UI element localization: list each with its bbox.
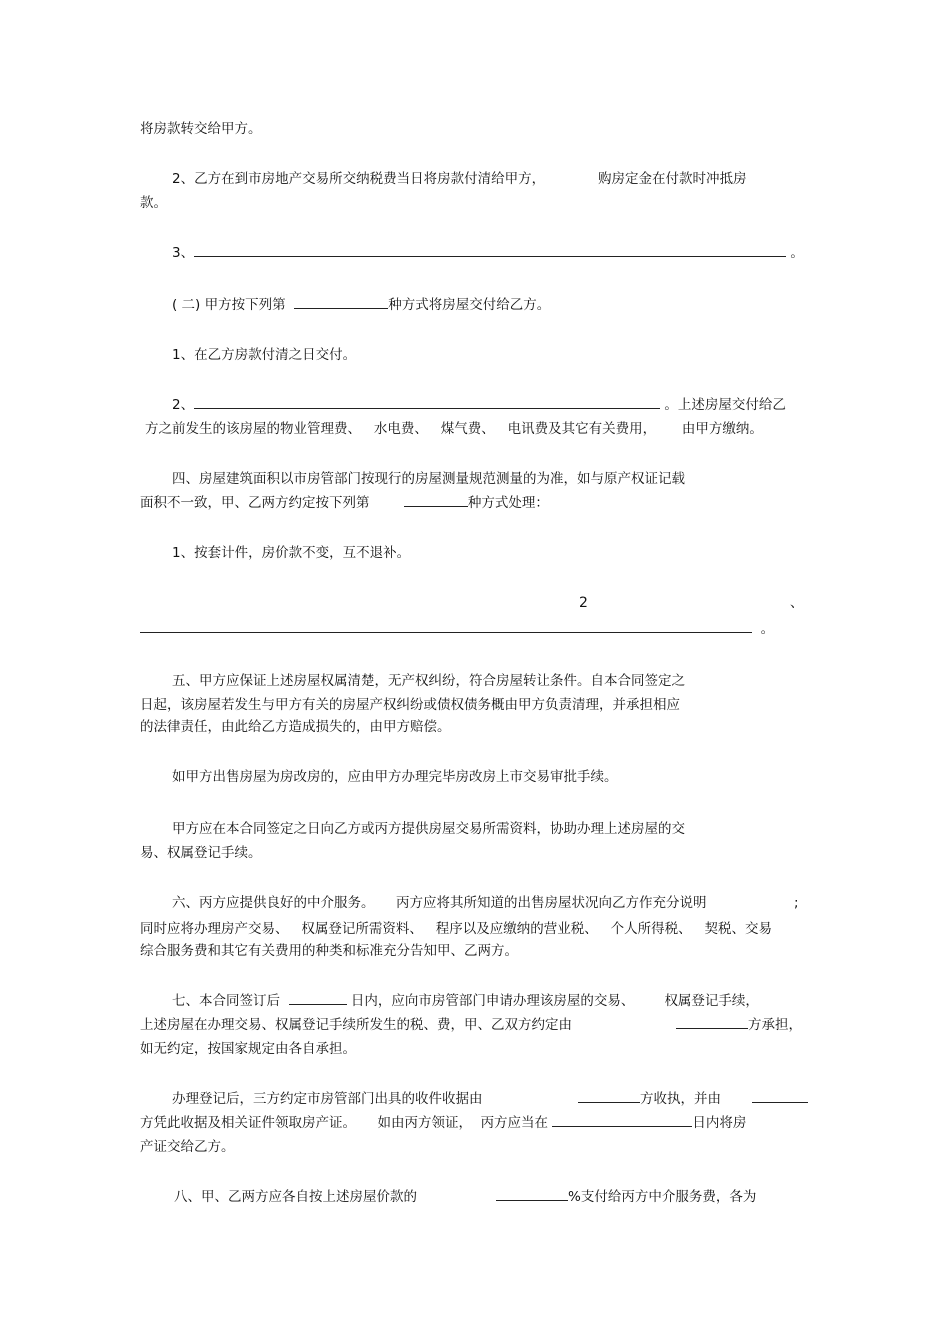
text-line <box>140 1014 572 1037</box>
text-segment: 种方式处理： <box>467 495 549 511</box>
text-segment: 上述房屋在办理交易、权属登记手续所发生的税、费，甲、乙双方约定由 <box>140 1017 572 1033</box>
blank-field[interactable] <box>404 492 468 507</box>
text-segment: 程序以及应缴纳的营业税、 <box>435 921 598 937</box>
blank-field[interactable] <box>578 1088 640 1103</box>
text-line: 2、乙方在到市房地产交易所交纳税费当日将房款付清给甲方， <box>172 171 546 187</box>
blank-field[interactable] <box>194 394 660 409</box>
text-line: 款。 <box>140 195 167 211</box>
text-line <box>140 1112 746 1135</box>
text-segment: 六、丙方应提供良好的中介服务。 <box>172 895 375 911</box>
text-segment: 方承担， <box>748 1017 802 1033</box>
text-line: 易、权属登记手续。 <box>140 845 262 861</box>
text-line <box>752 1088 808 1111</box>
text-segment: 方凭此收据及相关证件领取房产证。 <box>140 1115 356 1131</box>
text-line: 购房定金在付款时冲抵房 <box>598 171 747 187</box>
text-line <box>172 990 759 1013</box>
text-segment: 煤气费、 <box>440 421 495 437</box>
text-segment: 水电费、 <box>373 421 428 437</box>
text-segment: 日内，应向市房管部门申请办理该房屋的交易、 <box>350 993 635 1009</box>
text-line <box>172 294 550 317</box>
text-line <box>496 1186 756 1209</box>
text-segment: 办理登记后，三方约定市房管部门出具的收件收据由 <box>172 1091 483 1107</box>
text-line <box>676 1014 802 1037</box>
text-line <box>172 242 804 265</box>
text-segment: 权属登记手续， <box>664 993 759 1009</box>
text-line: 综合服务费和其它有关费用的种类和标准充分告知甲、乙两方。 <box>140 943 518 959</box>
text-line: 1、在乙方房款付清之日交付。 <box>172 347 357 363</box>
text-segment: 方收执，并由 <box>640 1091 721 1107</box>
blank-field[interactable] <box>676 1014 748 1029</box>
text-segment: 日内将房 <box>692 1115 747 1131</box>
text-segment: 3、 <box>172 245 195 261</box>
text-line: 2 <box>579 595 588 611</box>
text-line: 的法律责任，由此给乙方造成损失的，由甲方赔偿。 <box>140 719 451 735</box>
text-segment: ( 二) 甲方按下列第 <box>172 297 286 313</box>
text-line: 四、房屋建筑面积以市房管部门按现行的房屋测量规范测量的为准，如与原产权证记载 <box>172 471 685 487</box>
text-segment: 由甲方缴纳。 <box>681 421 763 437</box>
text-line <box>140 618 774 641</box>
text-segment: 契税、交易 <box>704 921 772 937</box>
blank-field[interactable] <box>289 990 347 1005</box>
text-line: 如无约定，按国家规定由各自承担。 <box>140 1041 356 1057</box>
text-segment: 种方式将房屋交付给乙方。 <box>388 297 551 313</box>
blank-field[interactable] <box>752 1088 808 1103</box>
text-line: 将房款转交给甲方。 <box>140 121 262 137</box>
blank-field[interactable] <box>194 242 786 257</box>
text-segment: %支付给丙方中介服务费，各为 <box>568 1189 757 1205</box>
text-line: 五、甲方应保证上述房屋权属清楚，无产权纠纷，符合房屋转让条件。自本合同签定之 <box>172 673 685 689</box>
text-line: 日起，该房屋若发生与甲方有关的房屋产权纠纷或债权债务概由甲方负责清理，并承担相应 <box>140 697 680 713</box>
text-line <box>145 418 763 441</box>
text-segment: 。上述房屋交付给乙 <box>664 397 786 413</box>
text-segment: 丙方应将其所知道的出售房屋状况向乙方作充分说明 <box>395 895 707 911</box>
blank-field[interactable] <box>140 618 752 633</box>
text-line <box>578 1088 721 1111</box>
text-segment: 。 <box>790 245 804 261</box>
blank-field[interactable] <box>496 1186 568 1201</box>
text-segment: 方之前发生的该房屋的物业管理费、 <box>145 421 361 437</box>
text-segment: 同时应将办理房产交易、 <box>140 921 289 937</box>
text-line: 1、按套计件，房价款不变，互不退补。 <box>172 545 411 561</box>
blank-field[interactable] <box>552 1112 692 1127</box>
text-segment: 2、 <box>172 397 195 413</box>
text-segment: 。 <box>760 621 775 637</box>
text-line <box>172 1088 483 1111</box>
text-line: 甲方应在本合同签定之日向乙方或丙方提供房屋交易所需资料，协助办理上述房屋的交 <box>172 821 685 837</box>
text-line <box>140 918 772 941</box>
text-line: ; <box>794 895 799 911</box>
text-segment: 面积不一致，甲、乙两方约定按下列第 <box>140 495 370 511</box>
text-line: 产证交给乙方。 <box>140 1139 235 1155</box>
text-line: 、 <box>790 595 804 611</box>
text-segment: 个人所得税、 <box>610 921 692 937</box>
text-line <box>140 492 549 515</box>
text-line: 八、甲、乙两方应各自按上述房屋价款的 <box>174 1189 417 1205</box>
text-segment: 电讯费及其它有关费用， <box>507 421 657 437</box>
blank-field[interactable] <box>294 294 388 309</box>
text-segment: 丙方应当在 <box>480 1115 549 1131</box>
text-segment: 七、本合同签订后 <box>172 993 280 1009</box>
text-line <box>172 394 786 417</box>
text-line <box>172 892 706 915</box>
text-segment: 如由丙方领证， <box>377 1115 472 1131</box>
text-line: 如甲方出售房屋为房改房的，应由甲方办理完毕房改房上市交易审批手续。 <box>172 769 618 785</box>
text-segment: 权属登记所需资料、 <box>301 921 423 937</box>
